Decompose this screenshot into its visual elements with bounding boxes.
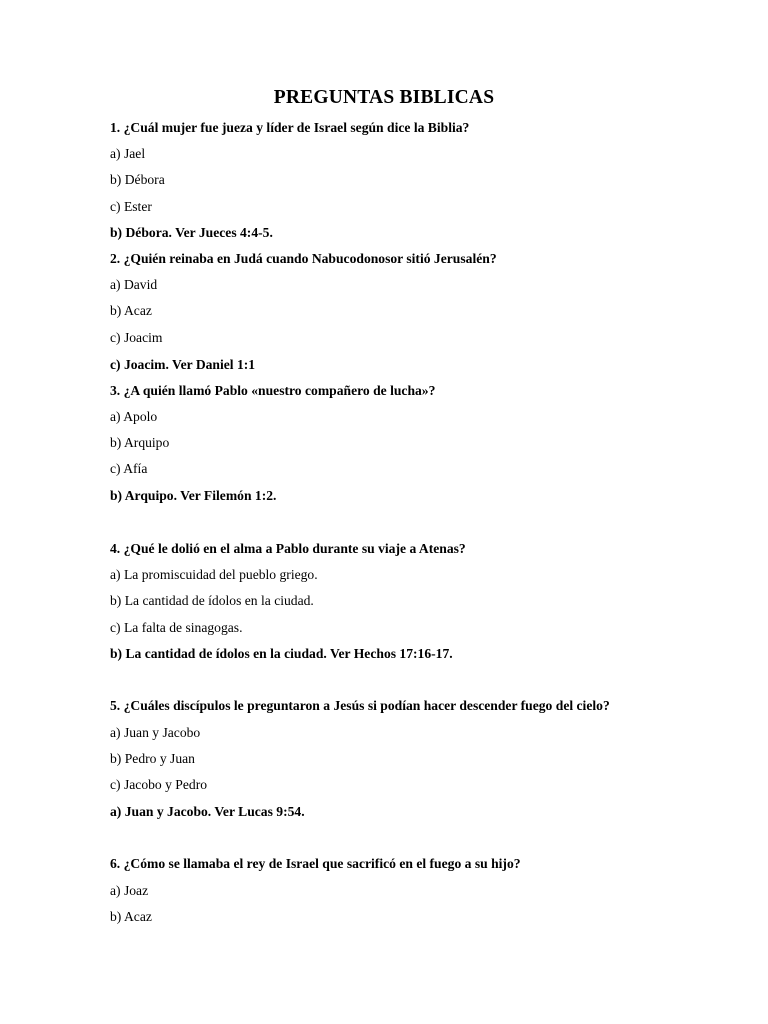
- question-4: 4. ¿Qué le dolió en el alma a Pablo durante su viaje a Atenas?: [110, 541, 466, 556]
- question-5: 5. ¿Cuáles discípulos le preguntaron a Jesús si podían hacer descender fuego del cielo?: [110, 698, 610, 713]
- q5-option-c: c) Jacobo y Pedro: [110, 777, 208, 792]
- q5-option-a: a) Juan y Jacobo: [110, 725, 201, 740]
- page-title: PREGUNTAS BIBLICAS: [273, 87, 495, 108]
- q6-option-a: a) Joaz: [110, 883, 149, 898]
- q3-option-a: a) Apolo: [110, 409, 158, 424]
- question-6: 6. ¿Cómo se llamaba el rey de Israel que sacrificó en el fuego a su hijo?: [110, 856, 521, 871]
- q1-option-b: b) Débora: [110, 172, 165, 187]
- q4-answer: b) La cantidad de ídolos en la ciudad. Ver Hechos 17:16-17.: [110, 646, 453, 661]
- q4-option-c: c) La falta de sinagogas.: [110, 620, 243, 635]
- q2-answer: c) Joacim. Ver Daniel 1:1: [110, 357, 256, 372]
- q3-answer: b) Arquipo. Ver Filemón 1:2.: [110, 488, 277, 503]
- q1-answer: b) Débora. Ver Jueces 4:4-5.: [110, 225, 273, 240]
- q2-option-a: a) David: [110, 277, 158, 292]
- q2-option-c: c) Joacim: [110, 330, 163, 345]
- question-3: 3. ¿A quién llamó Pablo «nuestro compañero de lucha»?: [110, 383, 436, 398]
- q1-option-c: c) Ester: [110, 199, 152, 214]
- q5-option-b: b) Pedro y Juan: [110, 751, 195, 766]
- q1-option-a: a) Jael: [110, 146, 146, 161]
- question-2: 2. ¿Quién reinaba en Judá cuando Nabucodonosor sitió Jerusalén?: [110, 251, 497, 266]
- q3-option-b: b) Arquipo: [110, 435, 170, 450]
- q6-option-b: b) Acaz: [110, 909, 152, 924]
- q5-answer: a) Juan y Jacobo. Ver Lucas 9:54.: [110, 804, 305, 819]
- q4-option-b: b) La cantidad de ídolos en la ciudad.: [110, 593, 314, 608]
- q3-option-c: c) Afía: [110, 461, 148, 476]
- q4-option-a: a) La promiscuidad del pueblo griego.: [110, 567, 318, 582]
- question-1: 1. ¿Cuál mujer fue jueza y líder de Israel según dice la Biblia?: [110, 120, 470, 135]
- q2-option-b: b) Acaz: [110, 303, 152, 318]
